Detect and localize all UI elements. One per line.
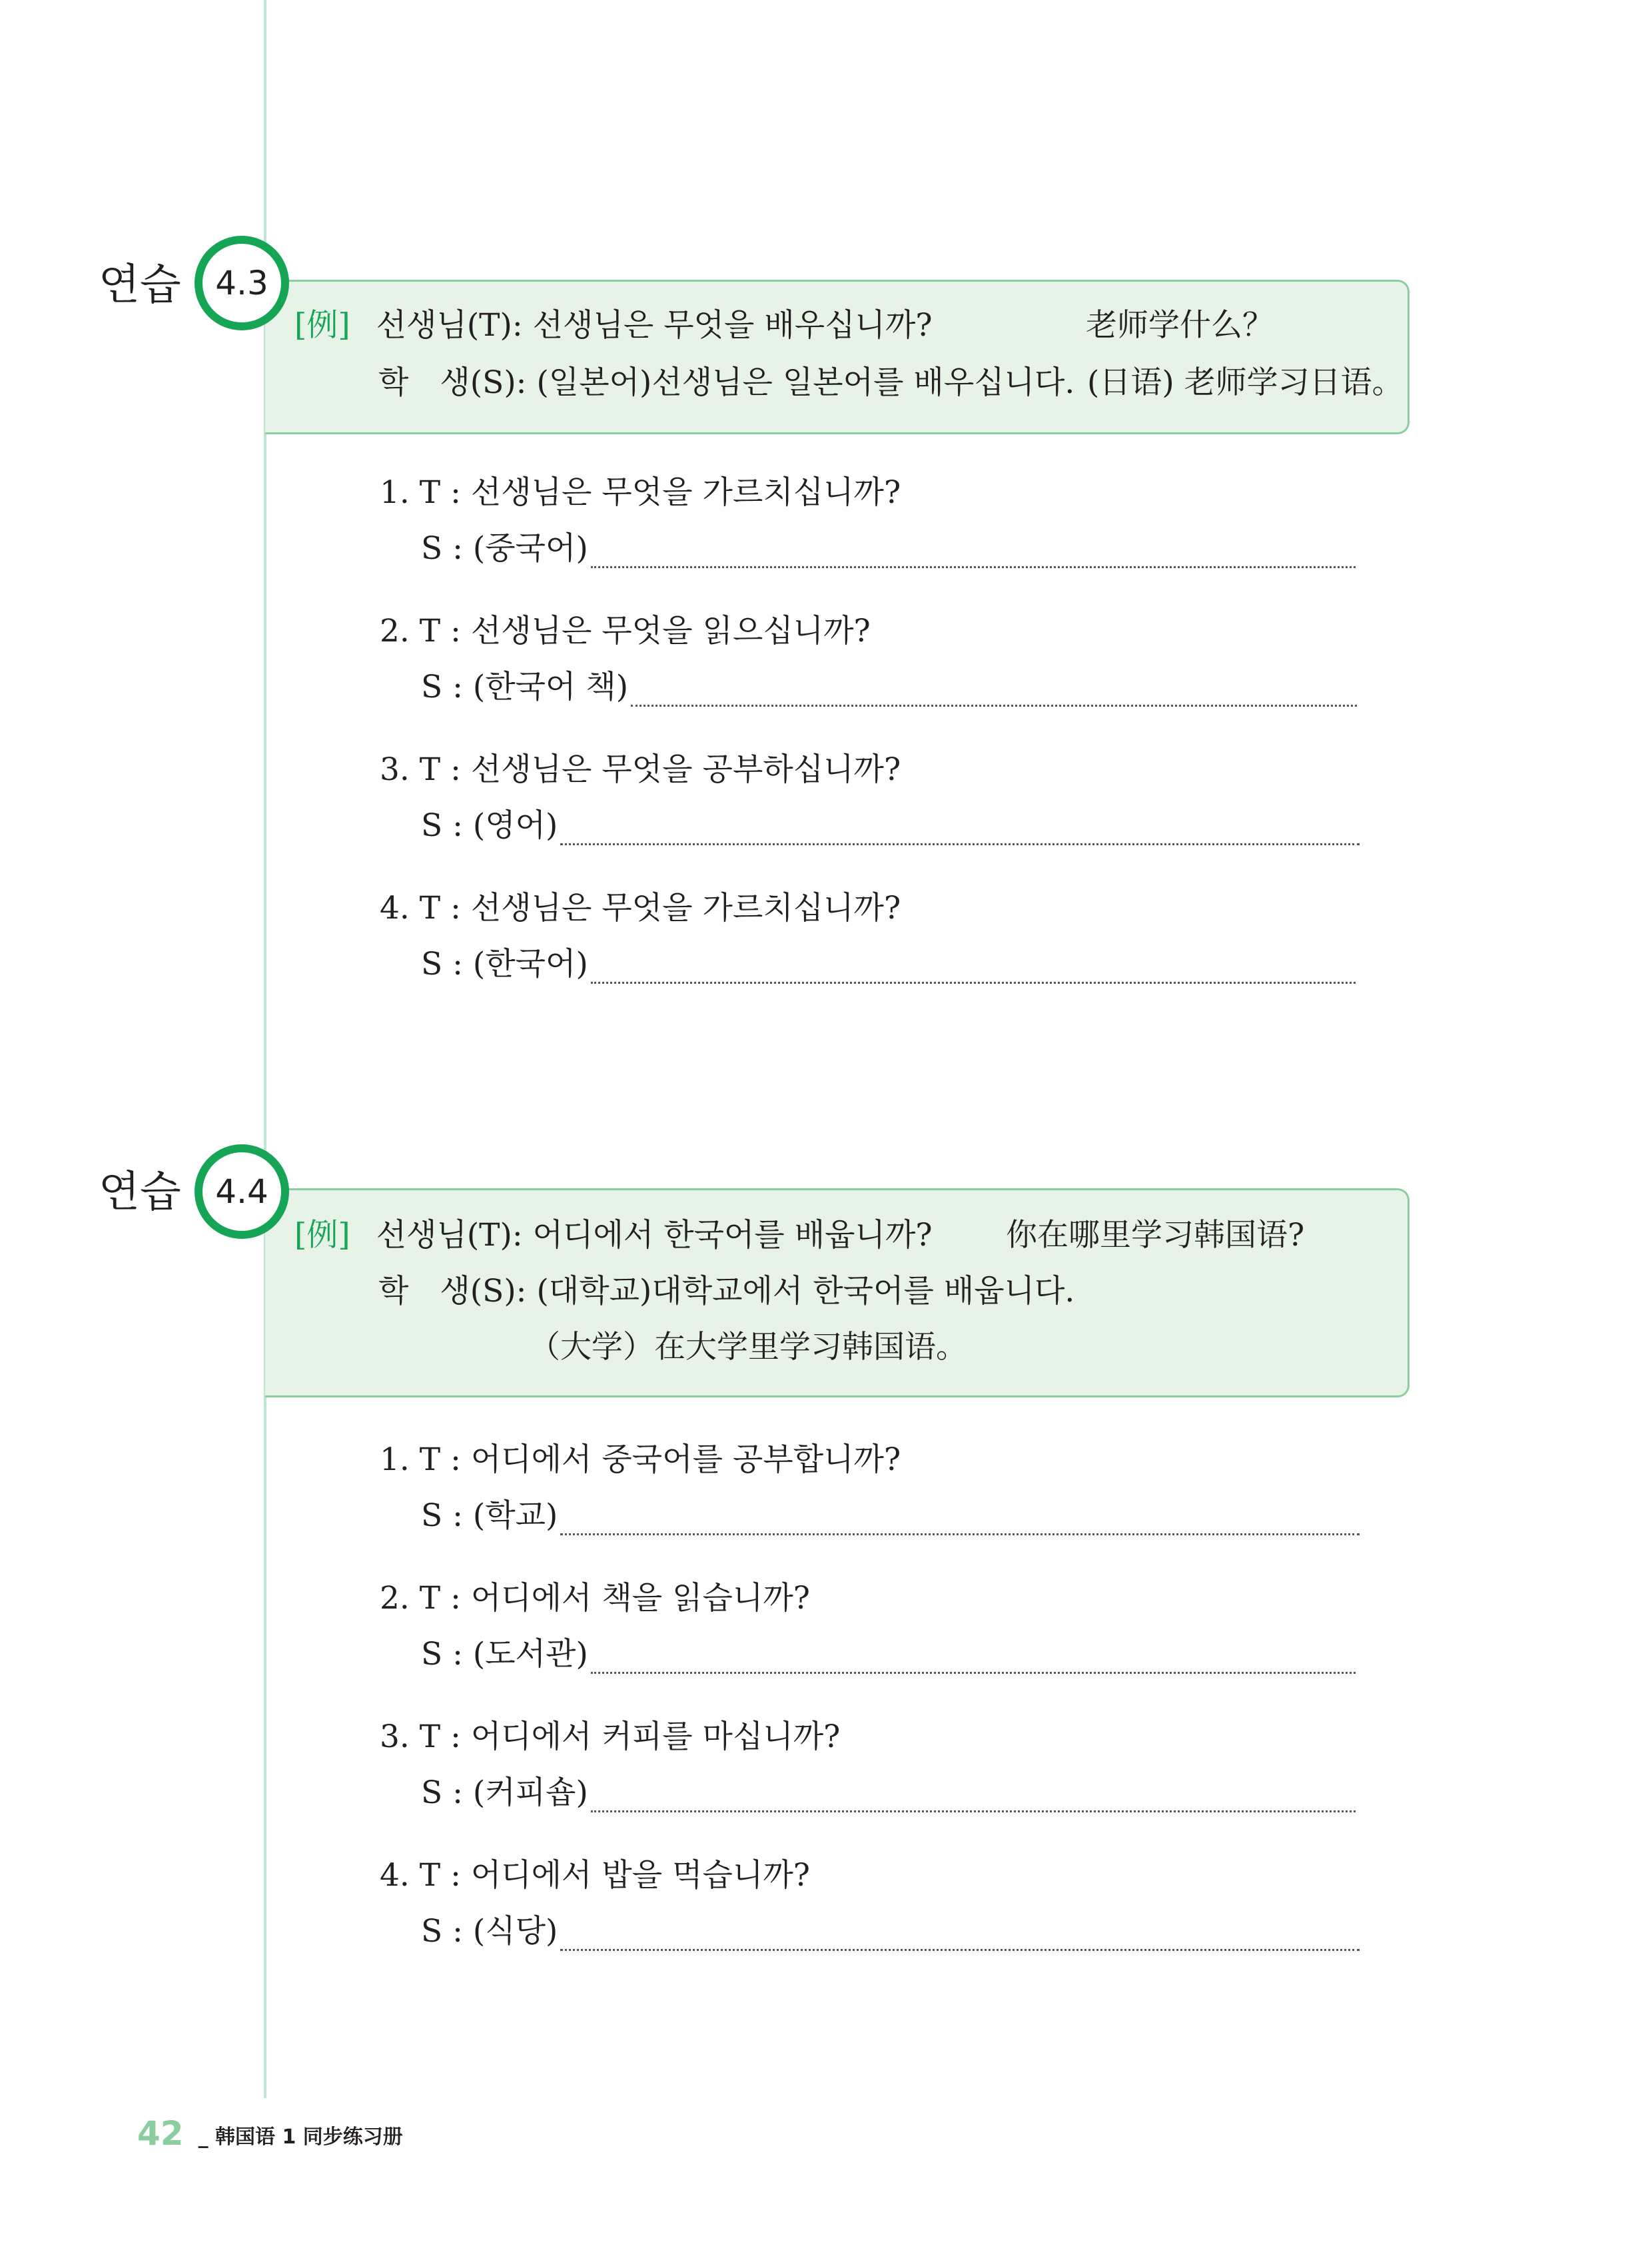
answer-blank-line[interactable]: [560, 1949, 1360, 1951]
answer-blank-line[interactable]: [560, 843, 1360, 845]
answer-prompt: S : (식당): [421, 1913, 558, 1950]
answer-blank-line[interactable]: [591, 566, 1356, 568]
answer-blank-line[interactable]: [560, 1533, 1360, 1535]
question-text: 4. T : 선생님은 무엇을 가르치십니까?: [380, 890, 901, 927]
answer-row: [421, 1636, 1356, 1673]
page-number: 42: [137, 2114, 184, 2153]
question-text: 1. T : 선생님은 무엇을 가르치십니까?: [380, 474, 901, 511]
answer-blank-line[interactable]: [591, 982, 1356, 984]
question-text: 2. T : 선생님은 무엇을 읽으십니까?: [380, 613, 871, 649]
example-teacher-chinese: 你在哪里学习韩国语?: [1006, 1217, 1305, 1254]
example-box: [265, 280, 1410, 434]
example-line-teacher: [294, 307, 933, 344]
example-tag: [例]: [294, 1217, 350, 1254]
question-text: 1. T : 어디에서 중국어를 공부합니까?: [380, 1441, 901, 1478]
section-label: 연습: [99, 1168, 181, 1217]
section-number-badge: 4.3: [195, 236, 289, 330]
page-footer: [137, 2114, 403, 2153]
answer-prompt: S : (학교): [421, 1497, 558, 1534]
answer-prompt: S : (커피숍): [421, 1774, 588, 1811]
answer-blank-line[interactable]: [631, 705, 1357, 707]
example-student-chinese: （大学）在大学里学习韩国语。: [529, 1329, 967, 1365]
answer-row: [421, 948, 1356, 980]
answer-prompt: S : (도서관): [421, 1636, 588, 1673]
answer-prompt: S : (한국어): [421, 946, 588, 982]
answer-blank-line[interactable]: [591, 1810, 1356, 1812]
question-text: 3. T : 어디에서 커피를 마십니까?: [380, 1718, 841, 1755]
question-text: 3. T : 선생님은 무엇을 공부하십니까?: [380, 751, 901, 788]
answer-row: [421, 671, 1357, 703]
example-tag: [例]: [294, 307, 350, 344]
example-student-korean: 학 생(S): (대학교)대학교에서 한국어를 배웁니다.: [378, 1273, 1075, 1309]
answer-row: [421, 807, 1360, 844]
answer-row: [421, 1774, 1356, 1811]
example-line-teacher: [294, 1217, 933, 1254]
book-title: _ 韩国语 1 同步练习册: [198, 2125, 403, 2149]
question-text: 2. T : 어디에서 책을 읽습니까?: [380, 1580, 810, 1617]
question-text: 4. T : 어디에서 밥을 먹습니까?: [380, 1857, 810, 1894]
answer-row: [421, 530, 1356, 567]
example-teacher-korean: 선생님(T): 어디에서 한국어를 배웁니까?: [376, 1217, 933, 1254]
example-box: [265, 1188, 1410, 1397]
answer-row: [421, 1497, 1360, 1534]
answer-prompt: S : (중국어): [421, 530, 588, 567]
answer-row: [421, 1913, 1360, 1950]
answer-prompt: S : (영어): [421, 807, 558, 844]
example-teacher-korean: 선생님(T): 선생님은 무엇을 배우십니까?: [376, 307, 933, 344]
example-student-chinese: (日语) 老师学习日语。: [1087, 364, 1404, 401]
section-label: 연습: [99, 260, 181, 310]
answer-blank-line[interactable]: [591, 1672, 1356, 1674]
section-number-badge: 4.4: [195, 1144, 289, 1239]
answer-prompt: S : (한국어 책): [421, 669, 629, 705]
example-teacher-chinese: 老师学什么？: [1086, 307, 1274, 344]
example-student-korean: 학 생(S): (일본어)선생님은 일본어를 배우십니다.: [378, 364, 1075, 401]
